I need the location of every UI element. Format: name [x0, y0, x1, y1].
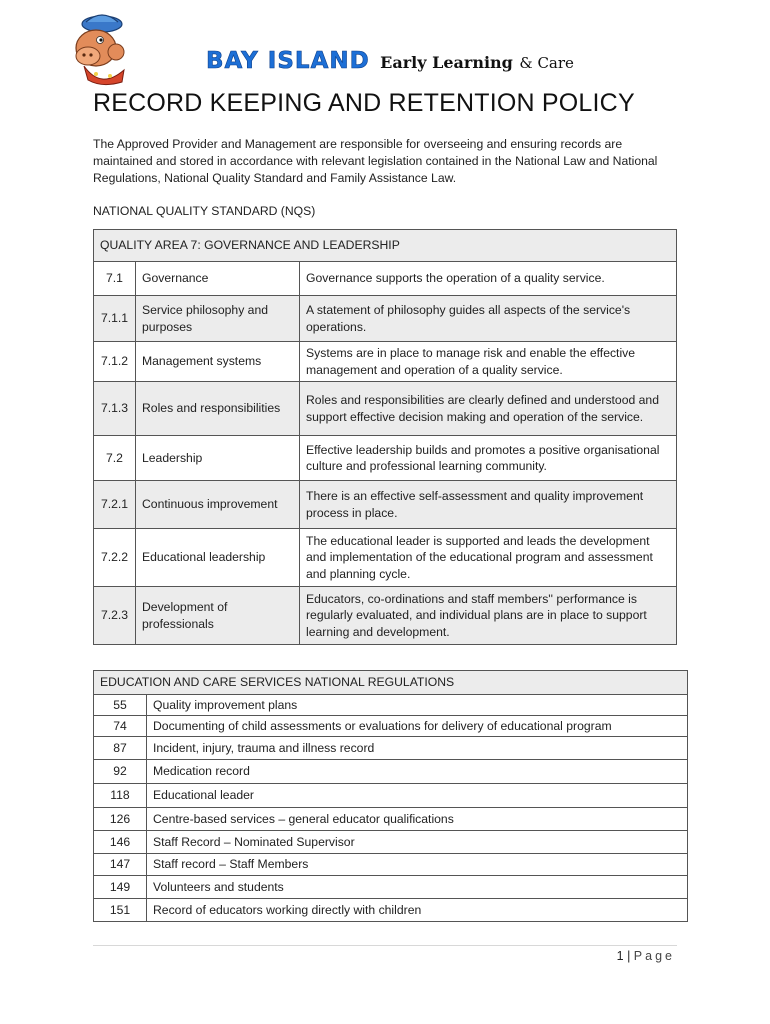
nqs-description: Effective leadership builds and promotes a positive organisational culture and professional learning community. — [300, 436, 677, 481]
table-row — [94, 760, 688, 784]
regulation-title: Staff Record – Nominated Supervisor — [147, 831, 688, 854]
page-number: 1 — [616, 949, 624, 963]
nqs-code: 7.2.2 — [94, 529, 136, 587]
nqs-description: Roles and responsibilities are clearly defined and understood and support effective decision making and operation of the service. — [300, 382, 677, 436]
nqs-element: Leadership — [136, 436, 300, 481]
regulation-number: 151 — [94, 899, 147, 922]
regulation-number: 149 — [94, 876, 147, 899]
page-label: Page — [633, 949, 675, 963]
nqs-element: Educational leadership — [136, 529, 300, 587]
brand-subtitle: Early Learning — [380, 53, 513, 72]
brand-name: BAY ISLAND — [206, 48, 370, 74]
nqs-element: Management systems — [136, 342, 300, 382]
table-row — [94, 899, 688, 922]
regulation-title: Centre-based services – general educator qualifications — [147, 808, 688, 831]
regulation-number: 92 — [94, 760, 147, 784]
table-row — [94, 382, 677, 436]
nqs-code: 7.1.1 — [94, 296, 136, 342]
table-row — [94, 876, 688, 899]
regulation-title: Documenting of child assessments or evaluations for delivery of educational program — [147, 716, 688, 737]
page-footer — [617, 949, 675, 963]
regulation-number: 118 — [94, 784, 147, 808]
nqs-table-header: QUALITY AREA 7: GOVERNANCE AND LEADERSHIP — [94, 230, 677, 262]
nqs-element: Continuous improvement — [136, 481, 300, 529]
regulation-title: Incident, injury, trauma and illness record — [147, 737, 688, 760]
nqs-description: Educators, co-ordinations and staff members'' performance is regularly evaluated, and individual plans are in place to support learning and development. — [300, 587, 677, 645]
regulation-title: Medication record — [147, 760, 688, 784]
page-separator: | — [627, 949, 631, 963]
table-row — [94, 436, 677, 481]
table-row — [94, 529, 677, 587]
regulation-number: 74 — [94, 716, 147, 737]
regulation-title: Record of educators working directly with children — [147, 899, 688, 922]
table-row — [94, 587, 677, 645]
page-title: RECORD KEEPING AND RETENTION POLICY — [93, 89, 635, 117]
table-row — [94, 342, 677, 382]
regulation-number: 146 — [94, 831, 147, 854]
regulation-number: 126 — [94, 808, 147, 831]
table-row — [94, 296, 677, 342]
nqs-description: A statement of philosophy guides all aspects of the service's operations. — [300, 296, 677, 342]
nqs-element: Service philosophy and purposes — [136, 296, 300, 342]
hippo-mascot-icon — [66, 8, 136, 86]
nqs-description: Governance supports the operation of a quality service. — [300, 262, 677, 296]
regulation-number: 87 — [94, 737, 147, 760]
table-row — [94, 831, 688, 854]
nqs-description: There is an effective self-assessment and quality improvement process in place. — [300, 481, 677, 529]
nqs-table — [93, 229, 677, 645]
table-row — [94, 854, 688, 876]
nqs-code: 7.1.2 — [94, 342, 136, 382]
regulation-title: Quality improvement plans — [147, 695, 688, 716]
regulation-title: Volunteers and students — [147, 876, 688, 899]
table-row — [94, 784, 688, 808]
table-row — [94, 695, 688, 716]
nqs-description: The educational leader is supported and leads the development and implementation of the educational program and assessment and planning cycle. — [300, 529, 677, 587]
intro-paragraph: The Approved Provider and Management are responsible for overseeing and ensuring records are maintained and stored in accordance with relevant legislation contained in the National Law and National Regulations, National Quality Standard and Family Assistance Law. — [93, 137, 658, 185]
regulations-table — [93, 670, 688, 922]
nqs-element: Governance — [136, 262, 300, 296]
table-row — [94, 262, 677, 296]
nqs-element: Development of professionals — [136, 587, 300, 645]
nqs-code: 7.1 — [94, 262, 136, 296]
regulations-table-header: EDUCATION AND CARE SERVICES NATIONAL REGULATIONS — [94, 671, 688, 695]
nqs-code: 7.1.3 — [94, 382, 136, 436]
nqs-description: Systems are in place to manage risk and enable the effective management and operation of a quality service. — [300, 342, 677, 382]
table-row — [94, 808, 688, 831]
regulation-number: 55 — [94, 695, 147, 716]
footer-divider — [93, 945, 677, 946]
table-row — [94, 481, 677, 529]
regulation-title: Educational leader — [147, 784, 688, 808]
nqs-code: 7.2 — [94, 436, 136, 481]
nqs-heading: NATIONAL QUALITY STANDARD (NQS) — [93, 204, 316, 218]
table-row — [94, 716, 688, 737]
nqs-code: 7.2.1 — [94, 481, 136, 529]
brand-wordmark — [206, 48, 574, 74]
regulation-title: Staff record – Staff Members — [147, 854, 688, 876]
regulation-number: 147 — [94, 854, 147, 876]
nqs-code: 7.2.3 — [94, 587, 136, 645]
brand-suffix: & Care — [519, 54, 574, 72]
nqs-element: Roles and responsibilities — [136, 382, 300, 436]
table-row — [94, 737, 688, 760]
